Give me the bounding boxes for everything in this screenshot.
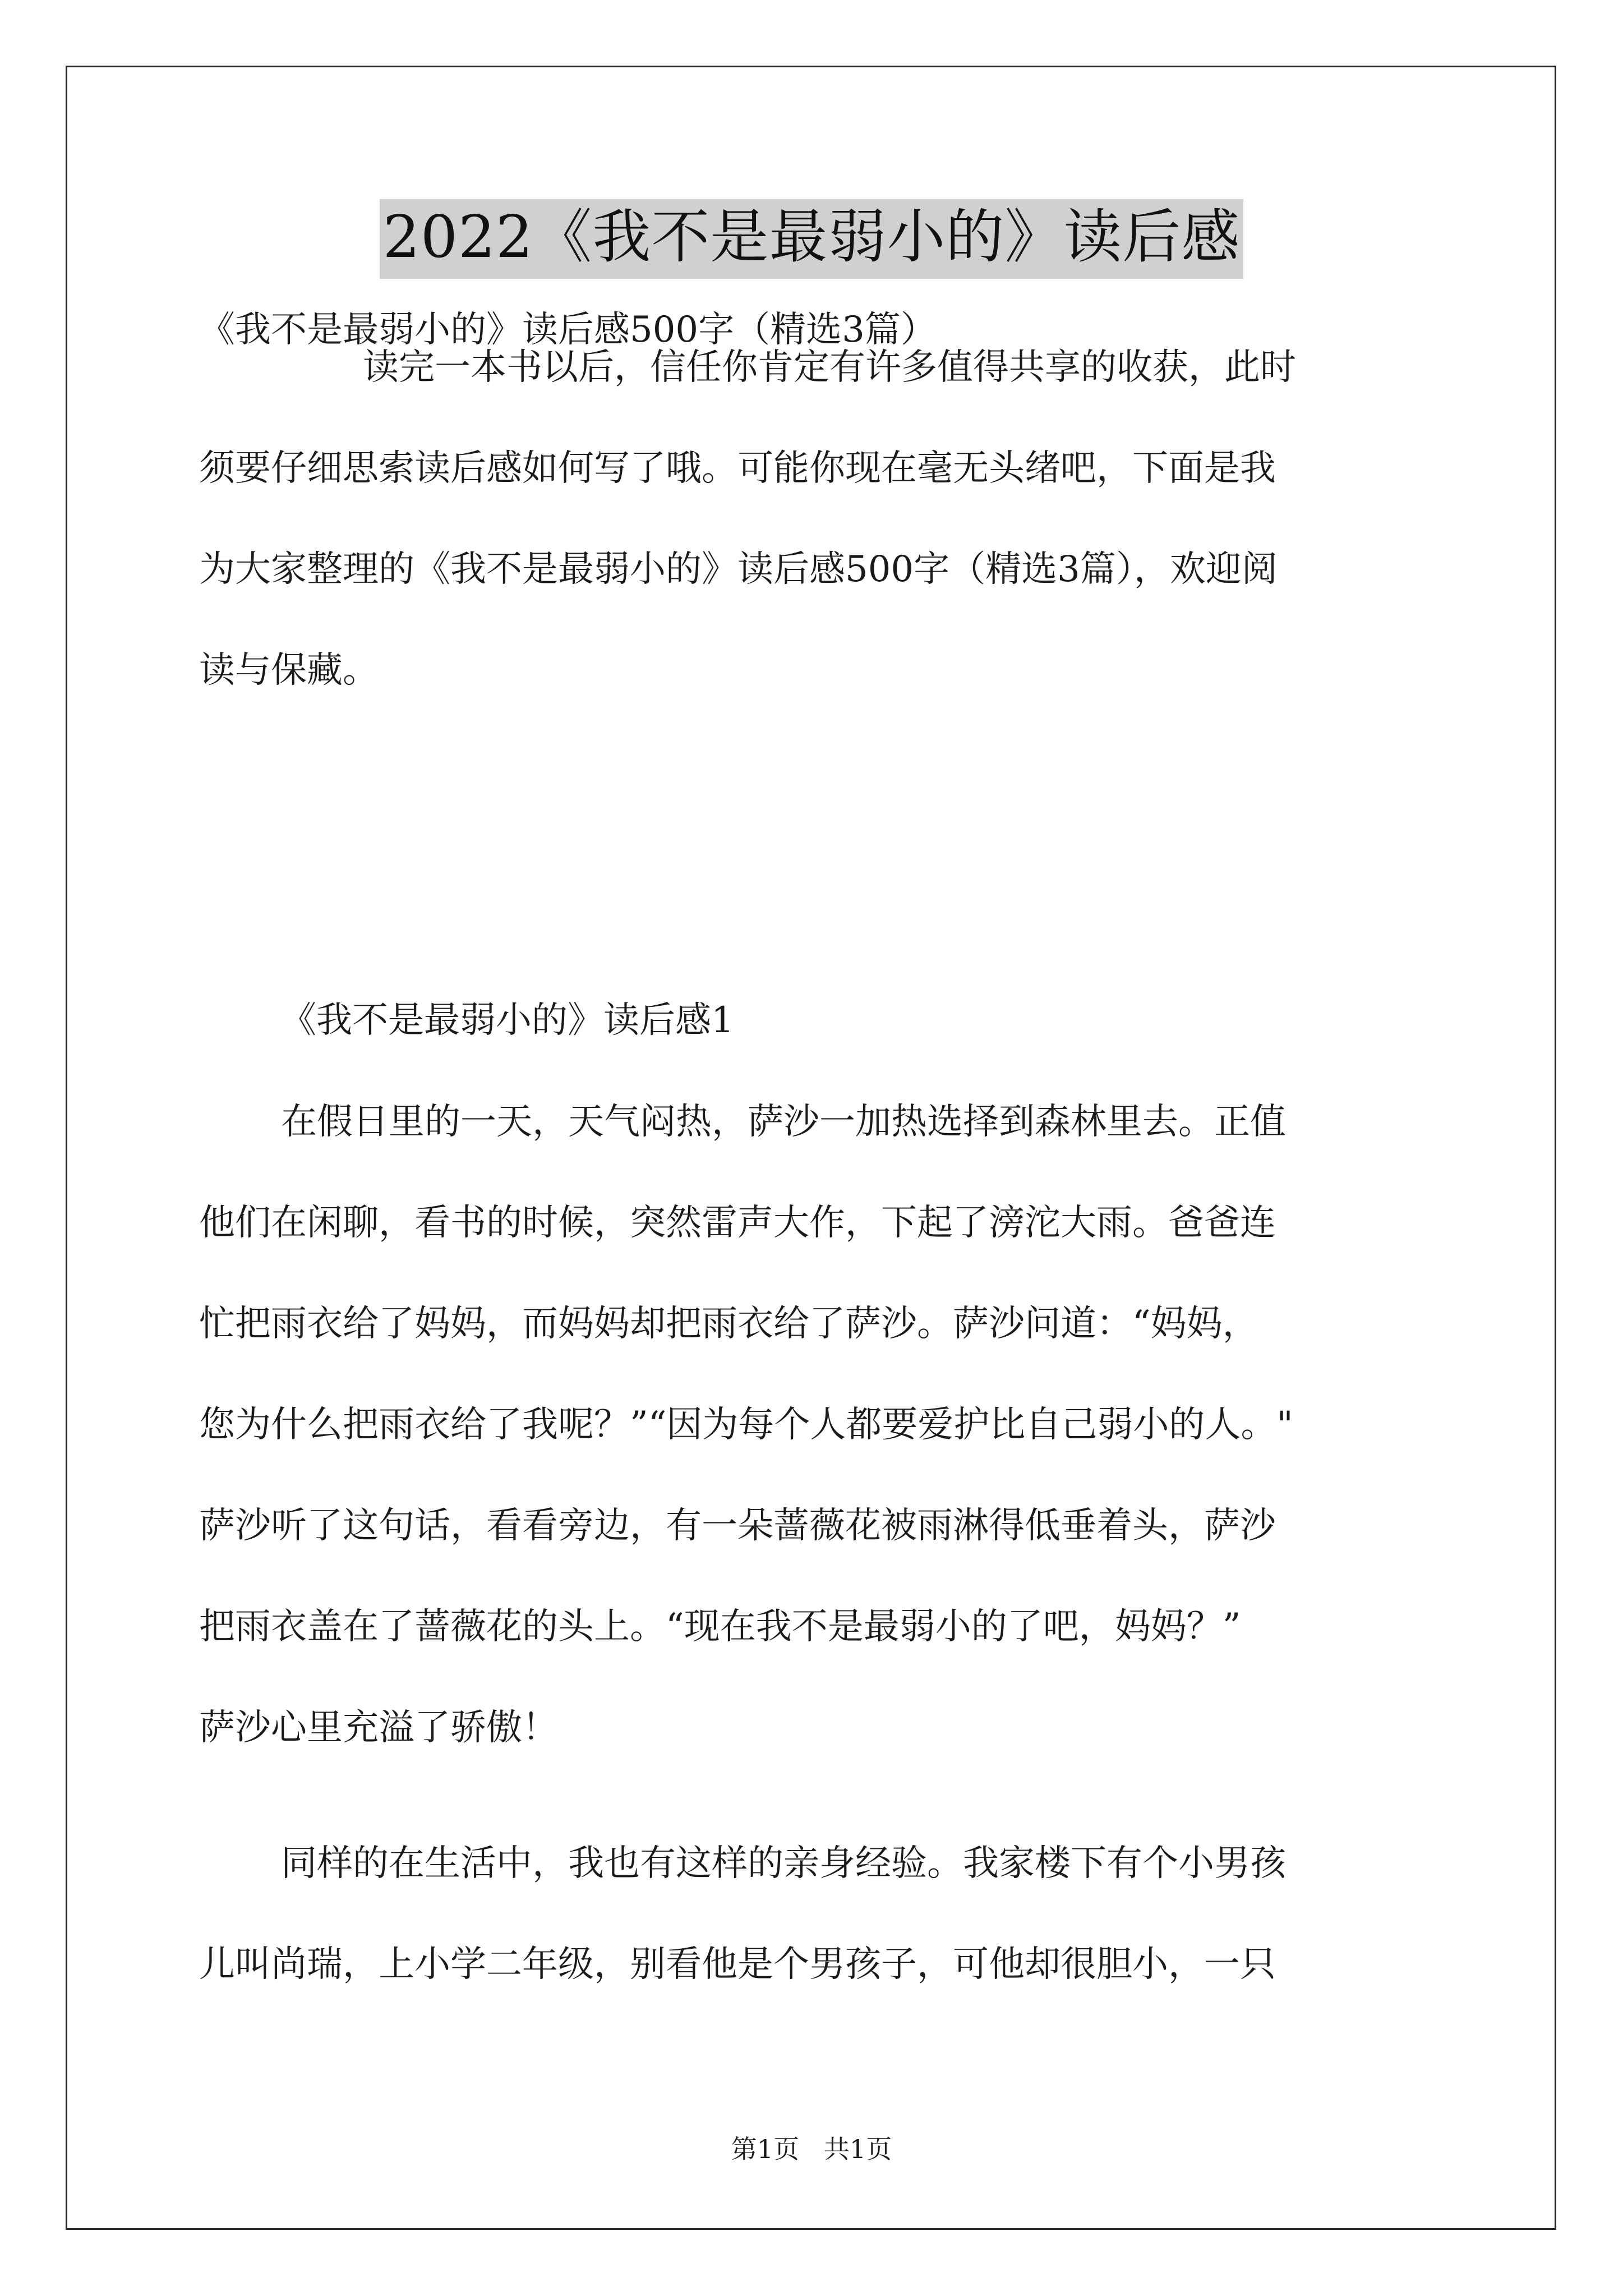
intro-paragraph <box>199 317 1422 721</box>
intro-line: 读完一本书以后，信任你肯定有许多值得共享的收获，此时 <box>363 347 1296 388</box>
paragraph-line: 萨沙听了这句话，看看旁边，有一朵蔷薇花被雨淋得低垂着头，萨沙 <box>199 1505 1276 1547</box>
body-paragraph-1 <box>199 1071 1422 1778</box>
paragraph-line: 把雨衣盖在了蔷薇花的头上。“现在我不是最弱小的了吧，妈妈？” <box>199 1606 1241 1648</box>
section-heading: 《我不是最弱小的》读后感1 <box>280 1000 734 1041</box>
paragraph-line: 忙把雨衣给了妈妈，而妈妈却把雨衣给了萨沙。萨沙问道：“妈妈， <box>199 1303 1258 1345</box>
body-paragraph-2 <box>199 1813 1422 2015</box>
intro-line: 为大家整理的《我不是最弱小的》读后感500字（精选3篇），欢迎阅 <box>199 549 1278 590</box>
paragraph-line: 您为什么把雨衣给了我呢？”“因为每个人都要爱护比自己弱小的人。" <box>199 1404 1293 1446</box>
intro-line: 须要仔细思索读后感如何写了哦。可能你现在毫无头绪吧，下面是我 <box>199 448 1276 489</box>
page-footer: 第1页 共1页 <box>731 2134 892 2164</box>
document-subtitle: 《我不是最弱小的》读后感500字（精选3篇） <box>199 309 937 351</box>
document-title: 2022《我不是最弱小的》读后感 <box>380 199 1244 279</box>
paragraph-line: 儿叫尚瑞，上小学二年级，别看他是个男孩子，可他却很胆小，一只 <box>199 1944 1276 1985</box>
title-container <box>0 199 1623 279</box>
paragraph-line: 他们在闲聊，看书的时候，突然雷声大作，下起了滂沱大雨。爸爸连 <box>199 1202 1276 1244</box>
intro-line: 读与保藏。 <box>199 650 379 691</box>
paragraph-line: 同样的在生活中，我也有这样的亲身经验。我家楼下有个小男孩 <box>281 1843 1286 1884</box>
paragraph-line: 在假日里的一天，天气闷热，萨沙一加热选择到森林里去。正值 <box>281 1101 1286 1143</box>
paragraph-line: 萨沙心里充溢了骄傲！ <box>199 1707 558 1749</box>
